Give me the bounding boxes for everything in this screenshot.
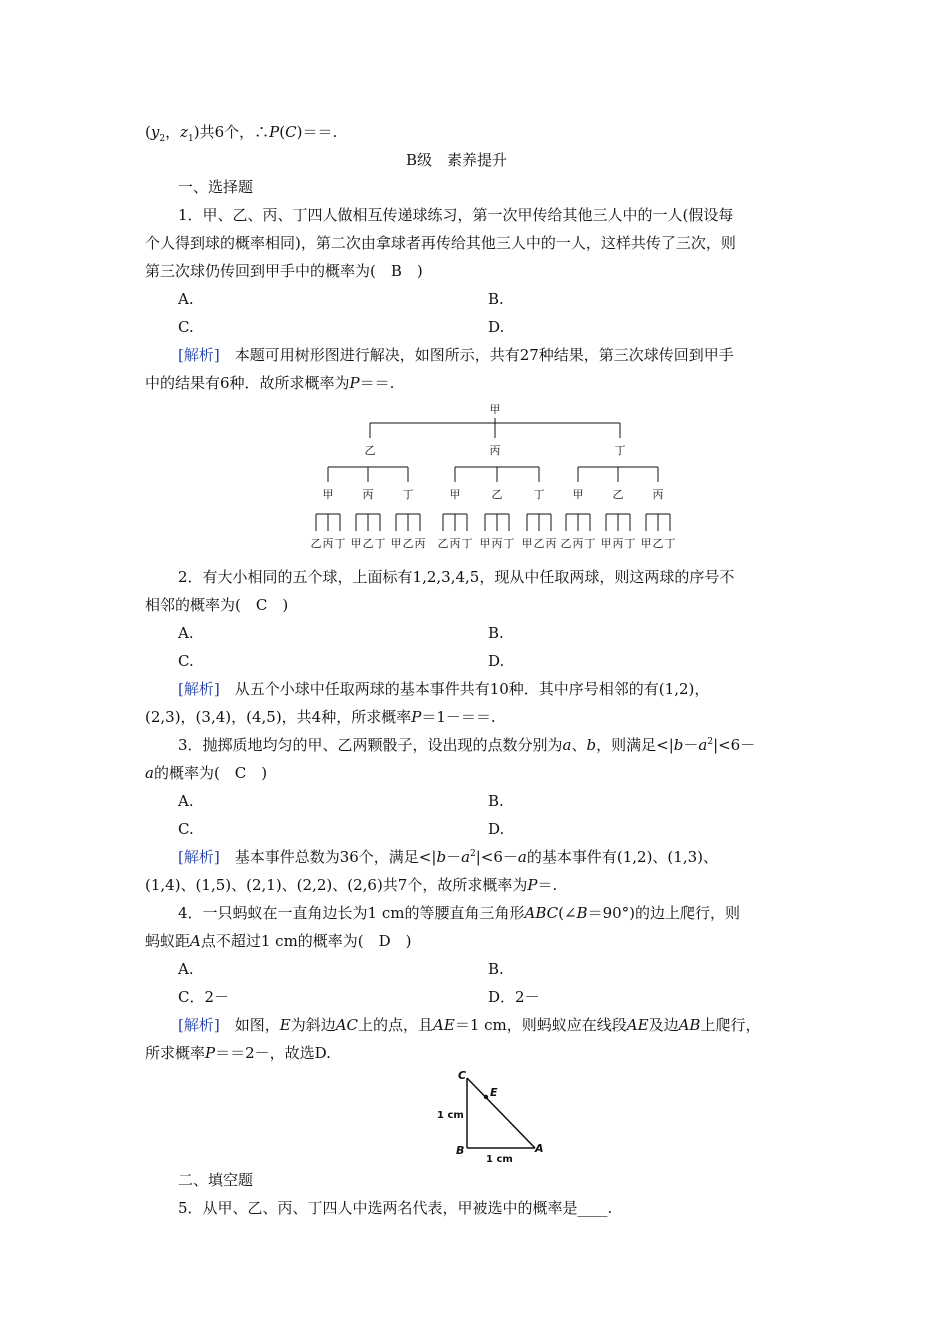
q4-option-c: C．2－ bbox=[178, 988, 230, 1006]
analysis-tag: [解析] bbox=[178, 1016, 220, 1034]
tree-leaf: 乙 bbox=[362, 537, 374, 550]
label-a: A bbox=[535, 1142, 544, 1155]
q1-line2: 个人得到球的概率相同)，第二次由拿球者再传给其他三人中的一人，这样共传了三次，则 bbox=[145, 234, 736, 252]
q2-solution-line2: (2,3)，(3,4)，(4,5)，共4种，所求概率P＝1－＝＝. bbox=[145, 708, 496, 726]
q1-option-a: A. bbox=[178, 290, 194, 308]
q3-line1: 3．抛掷质地均匀的甲、乙两颗骰子，设出现的点数分别为a、b，则满足$<|b-a^2|<6-$ bbox=[178, 736, 756, 754]
q1-option-b: B. bbox=[488, 290, 504, 308]
tree-l2-node: 丁 bbox=[402, 488, 414, 501]
label-b: B bbox=[456, 1144, 465, 1157]
section-title: B级 素养提升 bbox=[406, 151, 508, 169]
q3-option-c: C. bbox=[178, 820, 194, 838]
tree-leaf: 甲 bbox=[521, 537, 533, 550]
tree-leaf: 甲 bbox=[350, 537, 362, 550]
tree-leaf: 丙 bbox=[572, 537, 584, 550]
q4-solution-line1: [解析] 如图，E为斜边AC上的点，且AE＝1 cm，则蚂蚁应在线段AE及边AB上爬行， bbox=[178, 1016, 761, 1034]
tree-leaf: 丁 bbox=[334, 537, 346, 550]
intro-line: ($y_2$，$z_1$)共6个，∴P(C)＝＝. bbox=[145, 123, 338, 144]
label-c: C bbox=[458, 1069, 467, 1082]
q3-option-d: D. bbox=[488, 820, 505, 838]
tree-leaf: 丁 bbox=[503, 537, 515, 550]
q2-option-a: A. bbox=[178, 624, 194, 642]
tree-leaf: 丁 bbox=[584, 537, 596, 550]
tree-l1-node: 乙 bbox=[364, 444, 376, 457]
q4-option-a: A. bbox=[178, 960, 194, 978]
q1-solution-line2: 中的结果有6种．故所求概率为P＝＝. bbox=[145, 374, 395, 392]
q3-solution-line1: [解析] 基本事件总数为36个，满足$<|b-a^2|<6-a$的基本事件有(1,2)、(1,3)、 bbox=[178, 848, 718, 866]
tree-leaf: 乙 bbox=[652, 537, 664, 550]
tree-leaf: 乙 bbox=[402, 537, 414, 550]
q4-option-d: D．2－ bbox=[488, 988, 540, 1006]
tree-leaf: 甲 bbox=[479, 537, 491, 550]
tree-leaf: 丙 bbox=[545, 537, 557, 550]
label-e: E bbox=[490, 1086, 498, 1099]
q4-line1: 4．一只蚂蚁在一直角边长为1 cm的等腰直角三角形ABC(∠B＝90°)的边上爬行，则 bbox=[178, 904, 741, 922]
q5-line1: 5．从甲、乙、丙、丁四人中选两名代表，甲被选中的概率是____. bbox=[178, 1199, 613, 1217]
label-side-bottom: 1 cm bbox=[486, 1154, 513, 1165]
analysis-tag: [解析] bbox=[178, 680, 220, 698]
q3-solution-line2: (1,4)、(1,5)、(2,1)、(2,2)、(2,6)共7个，故所求概率为P＝. bbox=[145, 876, 558, 894]
analysis-tag: [解析] bbox=[178, 848, 220, 866]
tree-leaf: 丁 bbox=[374, 537, 386, 550]
q3-line2: a的概率为( C ) bbox=[145, 764, 268, 782]
tree-l2-node: 乙 bbox=[612, 488, 624, 501]
q4-line2: 蚂蚁距A点不超过1 cm的概率为( D ) bbox=[145, 932, 412, 950]
tree-l2-node: 甲 bbox=[449, 488, 461, 501]
q4-solution-line2: 所求概率P＝＝2－，故选D. bbox=[145, 1044, 331, 1062]
tree-leaf: 乙 bbox=[560, 537, 572, 550]
q4-option-b: B. bbox=[488, 960, 504, 978]
q2-line2: 相邻的概率为( C ) bbox=[145, 596, 289, 614]
q2-option-d: D. bbox=[488, 652, 505, 670]
tree-leaf: 丙 bbox=[322, 537, 334, 550]
point-e bbox=[484, 1095, 488, 1099]
tree-l2-node: 丙 bbox=[362, 488, 374, 501]
triangle-figure bbox=[435, 1066, 545, 1166]
q2-option-b: B. bbox=[488, 624, 504, 642]
q1-line3: 第三次球仍传回到甲手中的概率为( B ) bbox=[145, 262, 423, 280]
q2-line1: 2．有大小相同的五个球，上面标有1,2,3,4,5，现从中任取两球，则这两球的序号不 bbox=[178, 568, 735, 586]
q1-line1: 1．甲、乙、丙、丁四人做相互传递球练习，第一次甲传给其他三人中的一人(假设每 bbox=[178, 206, 734, 224]
tree-leaf: 丙 bbox=[449, 537, 461, 550]
tree-leaf: 丁 bbox=[664, 537, 676, 550]
tree-l2-node: 甲 bbox=[322, 488, 334, 501]
tree-l2-node: 乙 bbox=[491, 488, 503, 501]
q3-option-b: B. bbox=[488, 792, 504, 810]
tree-leaf: 丙 bbox=[612, 537, 624, 550]
tree-leaf: 丁 bbox=[461, 537, 473, 550]
analysis-tag: [解析] bbox=[178, 346, 220, 364]
tree-l2-node: 丁 bbox=[533, 488, 545, 501]
q1-option-d: D. bbox=[488, 318, 505, 336]
part1-heading: 一、选择题 bbox=[178, 178, 254, 196]
tree-leaf: 乙 bbox=[533, 537, 545, 550]
q3-option-a: A. bbox=[178, 792, 194, 810]
tree-leaf: 甲 bbox=[390, 537, 402, 550]
label-side-left: 1 cm bbox=[437, 1110, 464, 1121]
q2-solution-line1: [解析] 从五个小球中任取两球的基本事件共有10种．其中序号相邻的有(1,2)， bbox=[178, 680, 710, 698]
tree-l2-node: 丙 bbox=[652, 488, 664, 501]
q1-option-c: C. bbox=[178, 318, 194, 336]
tree-diagram bbox=[295, 398, 695, 558]
part2-heading: 二、填空题 bbox=[178, 1171, 254, 1189]
tree-root: 甲 bbox=[489, 403, 501, 416]
tree-leaf: 甲 bbox=[600, 537, 612, 550]
hypotenuse-ca bbox=[467, 1078, 535, 1148]
tree-l1-node: 丙 bbox=[489, 444, 501, 457]
q2-option-c: C. bbox=[178, 652, 194, 670]
tree-leaf: 丙 bbox=[414, 537, 426, 550]
tree-leaf: 乙 bbox=[310, 537, 322, 550]
tree-leaf: 甲 bbox=[640, 537, 652, 550]
tree-leaf: 乙 bbox=[437, 537, 449, 550]
tree-l2-node: 甲 bbox=[572, 488, 584, 501]
tree-l1-node: 丁 bbox=[614, 444, 626, 457]
tree-leaf: 丙 bbox=[491, 537, 503, 550]
q1-solution-line1: [解析] 本题可用树形图进行解决，如图所示，共有27种结果，第三次球传回到甲手 bbox=[178, 346, 734, 364]
tree-leaf: 丁 bbox=[624, 537, 636, 550]
